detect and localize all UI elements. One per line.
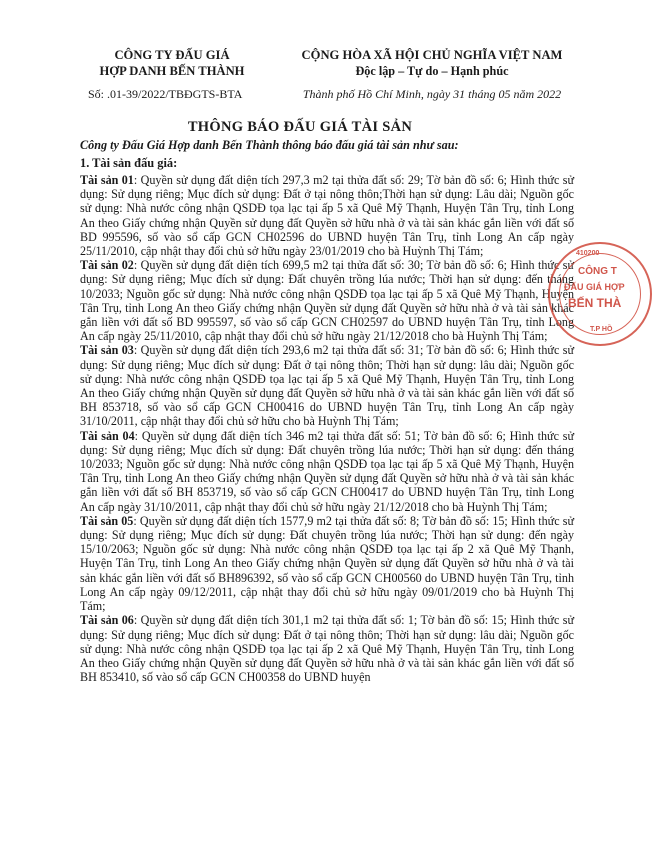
company-seal <box>548 242 652 346</box>
asset-text: : Quyền sử dụng đất diện tích 346 m2 tại thửa đất số: 51; Tờ bản đồ số: 6; Hình thức sử dụng: Sử dụng riêng; Mục đích sử dụng: Đất chuyên trồng lúa nước; Thời hạn sử dụng: đến tháng 10/2033; Nguồn gốc sử dụng: Nhà nước công nhận QSDĐ tọa lạc tại ấp 5 xã Quê Mỹ Thạnh, Huyện Tân Trụ, tỉnh Long An theo Giấy chứng nhận Quyền sử dụng đất Quyền sở hữu nhà ở và tài sản khác gắn liền với đất số BH 853719, số vào sổ cấp GCN CH00417 do UBND huyện Tân Trụ, tỉnh Long An cấp ngày 31/10/2011, cập nhật thay đổi chủ sở hữu ngày 21/12/2018 cho bà Huỳnh Thị Tám; <box>80 428 575 514</box>
asset-paragraph <box>80 343 574 428</box>
intro-line: Công ty Đấu Giá Hợp danh Bến Thành thông báo đấu giá tài sản như sau: <box>80 138 459 152</box>
org-name-line1: CÔNG TY ĐẤU GIÁ <box>114 48 230 62</box>
seal-city: T.P HỒ <box>590 326 613 333</box>
asset-label: Tài sản 03 <box>80 343 134 358</box>
organization-header <box>88 47 256 102</box>
asset-text: : Quyền sử dụng đất diện tích 301,1 m2 tại thửa đất số: 1; Tờ bản đồ số: 15; Hình thức sử dụng: Sử dụng riêng; Mục đích sử dụng: Đất ở tại nông thôn; Thời hạn sử dụng: lâu dài; Nguồn gốc sử dụng: Nhà nước công nhận QSDĐ tọa lạc tại ấp 2 xã Quê Mỹ Thạnh, Huyện Tân Trụ, tỉnh Long An theo Giấy chứng nhận Quyền sử dụng đất Quyền sở hữu nhà ở và tài sản khác gắn liền với đất số BH 853410, số vào sổ cấp GCN CH00358 do UBND huyện <box>80 613 574 685</box>
asset-label: Tài sản 02 <box>80 258 134 273</box>
asset-list <box>80 173 574 684</box>
org-name-line2: HỢP DANH BẾN THÀNH <box>99 64 245 78</box>
asset-paragraph <box>80 514 574 613</box>
asset-text: : Quyền sử dụng đất diện tích 699,5 m2 tại thửa đất số: 30; Tờ bản đồ số: 6; Hình thức sử dụng: Sử dụng riêng; Mục đích sử dụng: Đất chuyên trồng lúa nước; Thời hạn sử dụng: đến tháng 10/2033; Nguồn gốc sử dụng: Nhà nước công nhận QSDĐ tọa lạc tại ấp 5 xã Quê Mỹ Thạnh, Huyện Tân Trụ, tỉnh Long An theo Giấy chứng nhận Quyền sử dụng đất Quyền sở hữu nhà ở và tài sản khác gắn liền với đất số BD 995597, số vào sổ cấp GCN CH02597 do UBND huyện Tân Trụ, tỉnh Long An cấp ngày 25/11/2010, cập nhật thay đổi chủ sở hữu ngày 21/12/2018 cho bà Huỳnh Thị Tám; <box>80 258 574 344</box>
asset-label: Tài sản 04 <box>80 428 135 443</box>
national-title: CỘNG HÒA XÃ HỘI CHỦ NGHĨA VIỆT NAM <box>301 48 563 62</box>
document-title: THÔNG BÁO ĐẤU GIÁ TÀI SẢN <box>187 119 413 135</box>
seal-code: 410200 <box>576 250 600 257</box>
asset-label: Tài sản 06 <box>80 613 134 628</box>
section-heading: 1. Tài sản đấu giá: <box>80 156 178 170</box>
seal-line2: ĐẤU GIÁ HỢP <box>564 282 625 292</box>
seal-line3: BẾN THÀ <box>568 296 622 310</box>
asset-paragraph <box>80 173 574 258</box>
asset-text: : Quyền sử dụng đất diện tích 1577,9 m2 tại thửa đất số: 8; Tờ bản đồ số: 15; Hình thức sử dụng: Sử dụng riêng; Mục đích sử dụng: Đất chuyên trồng lúa nước; Thời hạn sử dụng: đến ngày 15/10/2063; Nguồn gốc sử dụng: Nhà nước công nhận QSDĐ tọa lạc tại ấp 2 xã Quê Mỹ Thạnh, Huyện Tân Trụ, tỉnh Long An theo Giấy chứng nhận Quyền sử dụng đất Quyền sở hữu nhà ở và tài sản khác gắn liền với đất số BH896392, số vào sổ cấp GCN CH00560 do UBND huyện Tân Trụ, tỉnh Long An cấp ngày 09/12/2011, cập nhật thay đổi chủ sở hữu ngày 09/01/2019 cho bà Huỳnh Thị Tám; <box>80 513 575 614</box>
asset-text: : Quyền sử dụng đất diện tích 293,6 m2 tại thửa đất số: 31; Tờ bản đồ số: 6; Hình thức sử dụng: Sử dụng riêng; Mục đích sử dụng: Đất ở tại nông thôn; Thời hạn sử dụng: lâu dài; Nguồn gốc sử dụng: Nhà nước công nhận QSDĐ tọa lạc tại ấp 5 xã Quê Mỹ Thạnh, Huyện Tân Trụ, tỉnh Long An theo Giấy chứng nhận Quyền sử dụng đất Quyền sở hữu nhà ở và tài sản khác gắn liền với đất số BH 853718, số vào sổ cấp GCN CH00416 do UBND huyện Tân Trụ, tỉnh Long An cấp ngày 31/10/2011, cập nhật thay đổi chủ sở hữu cho bà Huỳnh Thị Tám; <box>80 343 574 429</box>
document-number: Số: .01-39/2022/TBĐGTS-BTA <box>88 87 243 101</box>
national-header <box>282 47 582 102</box>
seal-line1: CÔNG T <box>578 266 617 277</box>
asset-paragraph <box>80 429 574 514</box>
asset-text: : Quyền sử dụng đất diện tích 297,3 m2 tại thửa đất số: 29; Tờ bản đồ số: 6; Hình thức sử dụng: Sử dụng riêng; Mục đích sử dụng: Đất ở tại nông thôn;Thời hạn sử dụng: Lâu dài; Nguồn gốc sử dụng: Nhà nước công nhận QSDĐ tọa lạc tại ấp 5 xã Quê Mỹ Thạnh, Huyện Tân Trụ, tỉnh Long An theo Giấy chứng nhận Quyền sử dụng đất Quyền sở hữu nhà ở và tài sản khác gắn liền với đất số BD 995596, số vào sổ cấp GCN CH02596 do UBND huyện Tân Trụ, tỉnh Long An cấp ngày 25/11/2010, cập nhật thay đổi chủ sở hữu ngày 23/01/2019 cho bà Huỳnh Thị Tám; <box>80 173 574 259</box>
asset-paragraph <box>80 258 574 343</box>
asset-paragraph <box>80 613 574 684</box>
national-motto: Độc lập – Tự do – Hạnh phúc <box>355 64 509 78</box>
asset-label: Tài sản 05 <box>80 513 134 528</box>
document-date: Thành phố Hồ Chí Minh, ngày 31 tháng 05 năm 2022 <box>302 87 562 101</box>
asset-label: Tài sản 01 <box>80 173 134 187</box>
